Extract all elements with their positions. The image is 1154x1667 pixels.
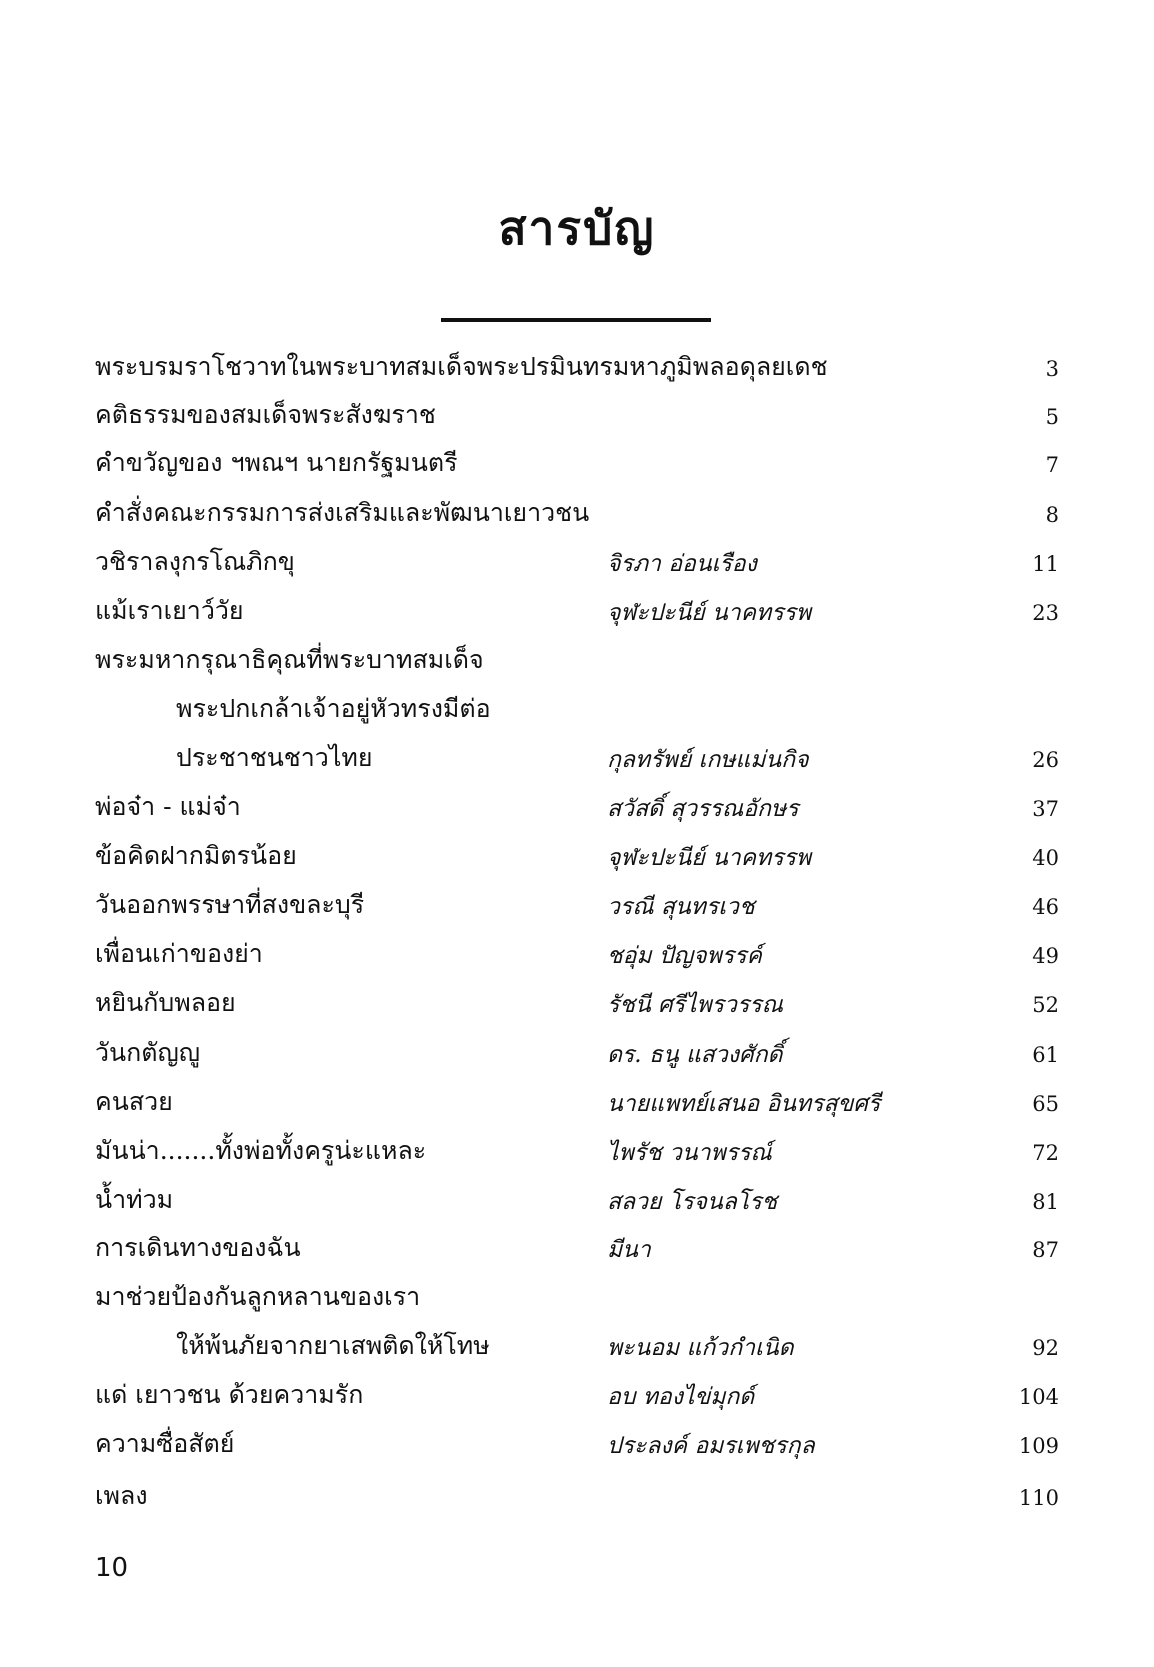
entry-title: เพลง: [95, 1481, 148, 1510]
entry-title: พระบรมราโชวาทในพระบาทสมเด็จพระปรมินทรมหาภูมิพลอดุลยเดช: [95, 352, 828, 381]
entry-author: รัชนี ศรีไพรวรรณ: [607, 992, 783, 1018]
entry-author: จุฬะปะนีย์ นาคทรรพ: [607, 600, 812, 626]
entry-title: คนสวย: [95, 1087, 173, 1116]
entry-author: สวัสดิ์ สุวรรณอักษร: [607, 796, 799, 822]
entry-title: แด่ เยาวชน ด้วยความรัก: [95, 1380, 364, 1409]
toc-entry: [0, 395, 1154, 441]
toc-entry: [0, 738, 1154, 784]
entry-title: แม้เราเยาว์วัย: [95, 596, 244, 625]
entry-title: พ่อจ๋า - แม่จ๋า: [95, 792, 241, 821]
entry-title: มาช่วยป้องกันลูกหลานของเรา: [95, 1282, 421, 1311]
entry-title: หยินกับพลอย: [95, 988, 236, 1017]
entry-author: สลวย โรจนลโรช: [607, 1189, 778, 1215]
entry-author: วรณี สุนทรเวช: [607, 894, 755, 920]
entry-author: มีนา: [607, 1237, 651, 1263]
entry-title: วชิราลงุกรโณภิกขุ: [95, 547, 295, 576]
entry-page: 72: [1032, 1141, 1059, 1165]
toc-entry: [0, 640, 1154, 686]
entry-page: 46: [1032, 895, 1059, 919]
entry-title: ความซื่อสัตย์: [95, 1429, 235, 1458]
toc-entry: [0, 983, 1154, 1029]
toc-entry: [0, 689, 1154, 735]
page-title: สารบัญ: [498, 201, 656, 255]
toc-entry: [0, 787, 1154, 833]
entry-author: จุฬะปะนีย์ นาคทรรพ: [607, 845, 812, 871]
entry-author: จิรภา อ่อนเรือง: [607, 551, 757, 577]
entry-author: ดร. ธนู แสวงศักดิ์: [607, 1042, 783, 1068]
toc-entry: [0, 836, 1154, 882]
entry-title: ข้อคิดฝากมิตรน้อย: [95, 841, 297, 870]
toc-entry: [0, 493, 1154, 539]
toc-entry: [0, 1424, 1154, 1470]
toc-entry: [0, 1180, 1154, 1226]
entry-title: พระปกเกล้าเจ้าอยู่หัวทรงมีต่อ: [176, 694, 491, 723]
entry-page: 110: [1018, 1486, 1059, 1510]
entry-page: 40: [1032, 846, 1059, 870]
entry-author: กุลทรัพย์ เกษแม่นกิจ: [607, 747, 809, 773]
entry-author: ประลงค์ อมรเพชรกุล: [607, 1433, 815, 1459]
entry-title: ให้พ้นภัยจากยาเสพติดให้โทษ: [176, 1331, 490, 1360]
entry-page: 61: [1032, 1043, 1059, 1067]
entry-author: นายแพทย์เสนอ อินทรสุขศรี: [607, 1091, 881, 1117]
entry-page: 37: [1032, 797, 1059, 821]
entry-title: คติธรรมของสมเด็จพระสังฆราช: [95, 400, 436, 429]
entry-page: 65: [1032, 1092, 1059, 1116]
entry-page: 92: [1032, 1336, 1059, 1360]
toc-entry: [0, 1326, 1154, 1372]
toc-entry: [0, 542, 1154, 588]
entry-title: คำขวัญของ ฯพณฯ นายกรัฐมนตรี: [95, 448, 458, 477]
toc-entry: [0, 1277, 1154, 1323]
entry-title: มันน่า.......ทั้งพ่อทั้งครูน่ะแหละ: [95, 1136, 427, 1165]
entry-page: 52: [1032, 993, 1059, 1017]
entry-title: วันกตัญญู: [95, 1038, 201, 1067]
toc-entry: [0, 591, 1154, 637]
page-number: 10: [95, 1553, 129, 1583]
toc-entry: [0, 1082, 1154, 1128]
toc-entry: [0, 934, 1154, 980]
entry-page: 87: [1032, 1238, 1059, 1262]
entry-title: ประชาชนชาวไทย: [176, 743, 373, 772]
entry-author: ชอุ่ม ปัญจพรรค์: [607, 943, 762, 969]
entry-title: การเดินทางของฉัน: [95, 1233, 301, 1262]
toc-entry: [0, 347, 1154, 393]
entry-title: พระมหากรุณาธิคุณที่พระบาทสมเด็จ: [95, 645, 484, 674]
entry-page: 81: [1032, 1190, 1059, 1214]
entry-title: วันออกพรรษาที่สงขละบุรี: [95, 890, 365, 919]
entry-page: 49: [1032, 944, 1059, 968]
entry-page: 104: [1018, 1385, 1059, 1409]
toc-entry: [0, 1476, 1154, 1522]
entry-title: เพื่อนเก่าของย่า: [95, 939, 263, 968]
entry-page: 26: [1032, 748, 1059, 772]
entry-author: อบ ทองไข่มุกด์: [607, 1384, 755, 1410]
entry-author: ไพรัช วนาพรรณ์: [607, 1140, 772, 1166]
entry-page: 5: [1045, 405, 1059, 429]
toc-entry: [0, 1131, 1154, 1177]
toc-entry: [0, 1375, 1154, 1421]
entry-page: 109: [1018, 1434, 1059, 1458]
entry-page: 7: [1045, 453, 1059, 477]
entry-page: 11: [1032, 552, 1059, 576]
toc-entry: [0, 443, 1154, 489]
toc-entry: [0, 1033, 1154, 1079]
toc-entry: [0, 885, 1154, 931]
entry-title: คำสั่งคณะกรรมการส่งเสริมและพัฒนาเยาวชน: [95, 498, 590, 527]
toc-entry: [0, 1228, 1154, 1274]
entry-page: 8: [1045, 503, 1059, 527]
entry-page: 3: [1045, 357, 1059, 381]
entry-author: พะนอม แก้วกำเนิด: [607, 1335, 794, 1361]
entry-title: น้ำท่วม: [95, 1185, 174, 1214]
entry-page: 23: [1032, 601, 1059, 625]
